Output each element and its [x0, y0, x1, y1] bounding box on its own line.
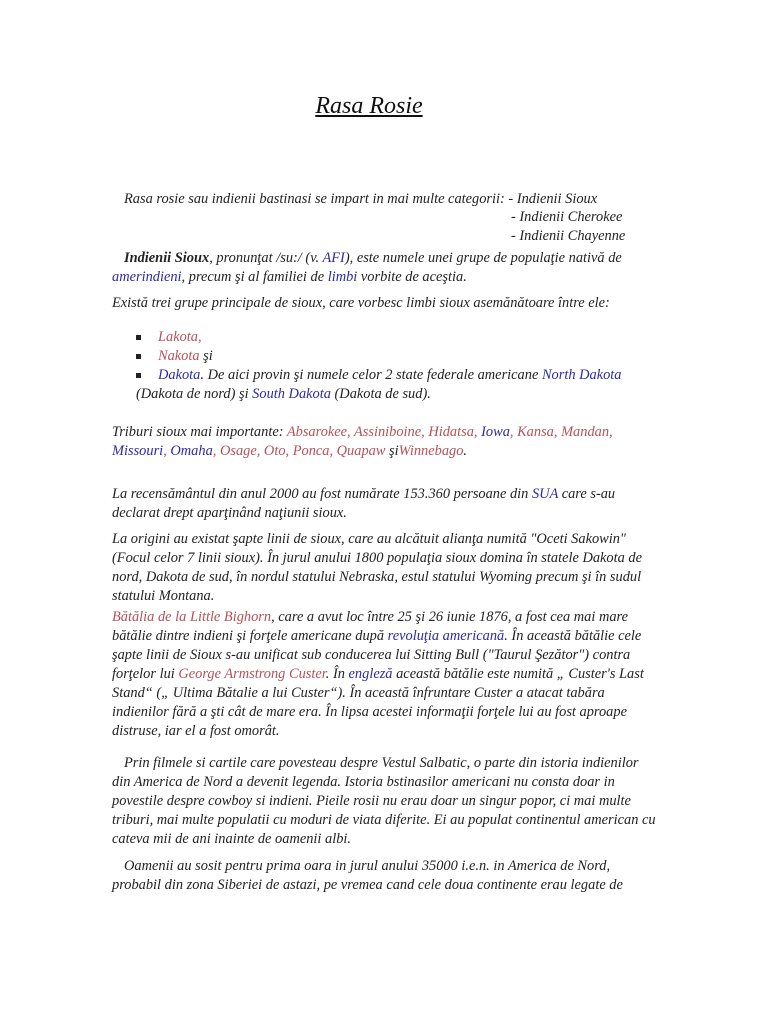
bullet-icon	[136, 354, 141, 359]
nakota-tail: şi	[199, 348, 213, 364]
link-nakota[interactable]: Nakota	[158, 348, 200, 364]
link-dakota[interactable]: Dakota	[158, 367, 201, 383]
link-revolutia-americana[interactable]: revoluţia americană	[387, 628, 505, 644]
sioux-groups-list	[136, 328, 656, 404]
list-item	[136, 366, 656, 404]
three-groups-paragraph: Există trei grupe principale de sioux, care vorbesc limbi sioux asemănătoare între ele:	[112, 295, 610, 311]
sioux-text-2: ), este numele unei grupe de populaţie nativă de	[344, 250, 622, 266]
battle-text-1: , care a avut loc între 25 şi 26 iunie 1876, a fost cea mai mare bătălie dintre indieni şi forţele americane după	[112, 609, 629, 644]
tribes-paragraph	[112, 423, 658, 461]
link-omaha[interactable]: Omaha	[170, 443, 213, 459]
tribes-end: .	[463, 443, 468, 459]
term-indienii-sioux: Indienii Sioux	[124, 250, 210, 266]
link-limbi[interactable]: limbi	[327, 269, 358, 285]
census-text-2: care s-au declarat drept aparţinând naţiunii sioux.	[112, 486, 616, 521]
battle-text-2: . În această bătălie cele şapte linii de Sioux s-au unificat sub conducerea lui Sitting Bull ("Taurul Şezător") contra forţelor lui	[112, 628, 642, 682]
link-iowa[interactable]: Iowa	[481, 424, 510, 440]
battle-paragraph	[112, 608, 658, 741]
bullet-icon	[136, 373, 141, 378]
sioux-paragraph	[112, 249, 658, 287]
tribes-lead: Triburi sioux mai importante:	[112, 424, 287, 440]
link-engleza[interactable]: engleză	[348, 666, 393, 682]
people-paragraph: Oamenii au sosit pentru prima oara in jurul anului 35000 i.e.n. in America de Nord, probabil din zona Siberiei de astazi, pe vremea cand cele doua continente erau legate de	[112, 858, 623, 893]
link-south-dakota[interactable]: South Dakota	[252, 386, 331, 402]
link-tribes-group-3[interactable]: , Osage, Oto, Ponca, Quapaw	[212, 443, 390, 459]
sioux-text-1: , pronunţat /su:/ (v.	[209, 250, 323, 266]
category-chayenne: - Indienii Chayenne	[511, 228, 626, 244]
tribes-and: şi	[389, 443, 399, 459]
tribes-separator: ,	[163, 443, 171, 459]
battle-text-3: . În	[325, 666, 349, 682]
list-item	[136, 328, 656, 347]
category-cherokee: - Indienii Cherokee	[511, 209, 623, 225]
films-paragraph: Prin filmele si cartile care povesteau despre Vestul Salbatic, o parte din istoria indienilor din America de Nord a devenit legenda. Istoria bstinasilor americani nu consta doar in povestile despre cowboy si indieni. Pieile rosii nu erau doar un singur popor, ci mai multe triburi, mai multe populatii cu moduri de viata diferite. Ei au populat continentul american cu cateva mii de ani inainte de oamenii albi.	[112, 755, 656, 847]
sioux-text-4: vorbite de aceştia.	[357, 269, 467, 285]
dakota-text-2: (Dakota de nord) şi	[136, 386, 253, 402]
link-custer[interactable]: George Armstrong Custer	[178, 666, 326, 682]
link-tribes-group-2[interactable]: , Kansa, Mandan,	[509, 424, 613, 440]
intro-paragraph: Rasa rosie sau indienii bastinasi se impart in mai multe categorii: - Indienii Sioux	[124, 191, 598, 207]
sioux-text-3: , precum şi al familiei de	[181, 269, 328, 285]
battle-text-4: această bătălie este numită „ Custer's Last Stand“ („ Ultima Bătalie a lui Custer“). În această înfruntare Custer a atacat tabăra indienilor fără a şti cât de mare era. În lipsa acestei informaţii forţele lui au fost aproape distruse, iar el a fost omorât.	[112, 666, 644, 739]
link-north-dakota[interactable]: North Dakota	[541, 367, 622, 383]
page-title: Rasa Rosie	[315, 93, 423, 119]
link-lakota[interactable]: Lakota,	[158, 329, 202, 345]
dakota-text-1: . De aici provin şi numele celor 2 state federale americane	[200, 367, 542, 383]
origins-paragraph: La origini au existat şapte linii de sioux, care au alcătuit alianţa numită "Oceti Sakowin" (Focul celor 7 linii sioux). În jurul anului 1800 populaţia sioux domina în statele Dakota de nord, Dakota de sud, în nordul statului Nebraska, estul statului Wyoming precum şi în sudul statului Montana.	[112, 531, 642, 604]
census-text-1: La recensământul din anul 2000 au fost numărate 153.360 persoane din	[112, 486, 532, 502]
census-paragraph	[112, 485, 658, 523]
link-afi[interactable]: AFI	[322, 250, 345, 266]
link-winnebago[interactable]: Winnebago	[398, 443, 464, 459]
list-item	[136, 347, 656, 366]
link-tribes-group-1[interactable]: Absarokee, Assiniboine, Hidatsa,	[286, 424, 482, 440]
link-sua[interactable]: SUA	[531, 486, 559, 502]
link-amerindieni[interactable]: amerindieni	[112, 269, 182, 285]
link-missouri[interactable]: Missouri	[112, 443, 164, 459]
link-little-bighorn[interactable]: Bătălia de la Little Bighorn	[112, 609, 272, 625]
dakota-text-3: (Dakota de sud).	[330, 386, 431, 402]
bullet-icon	[136, 335, 141, 340]
